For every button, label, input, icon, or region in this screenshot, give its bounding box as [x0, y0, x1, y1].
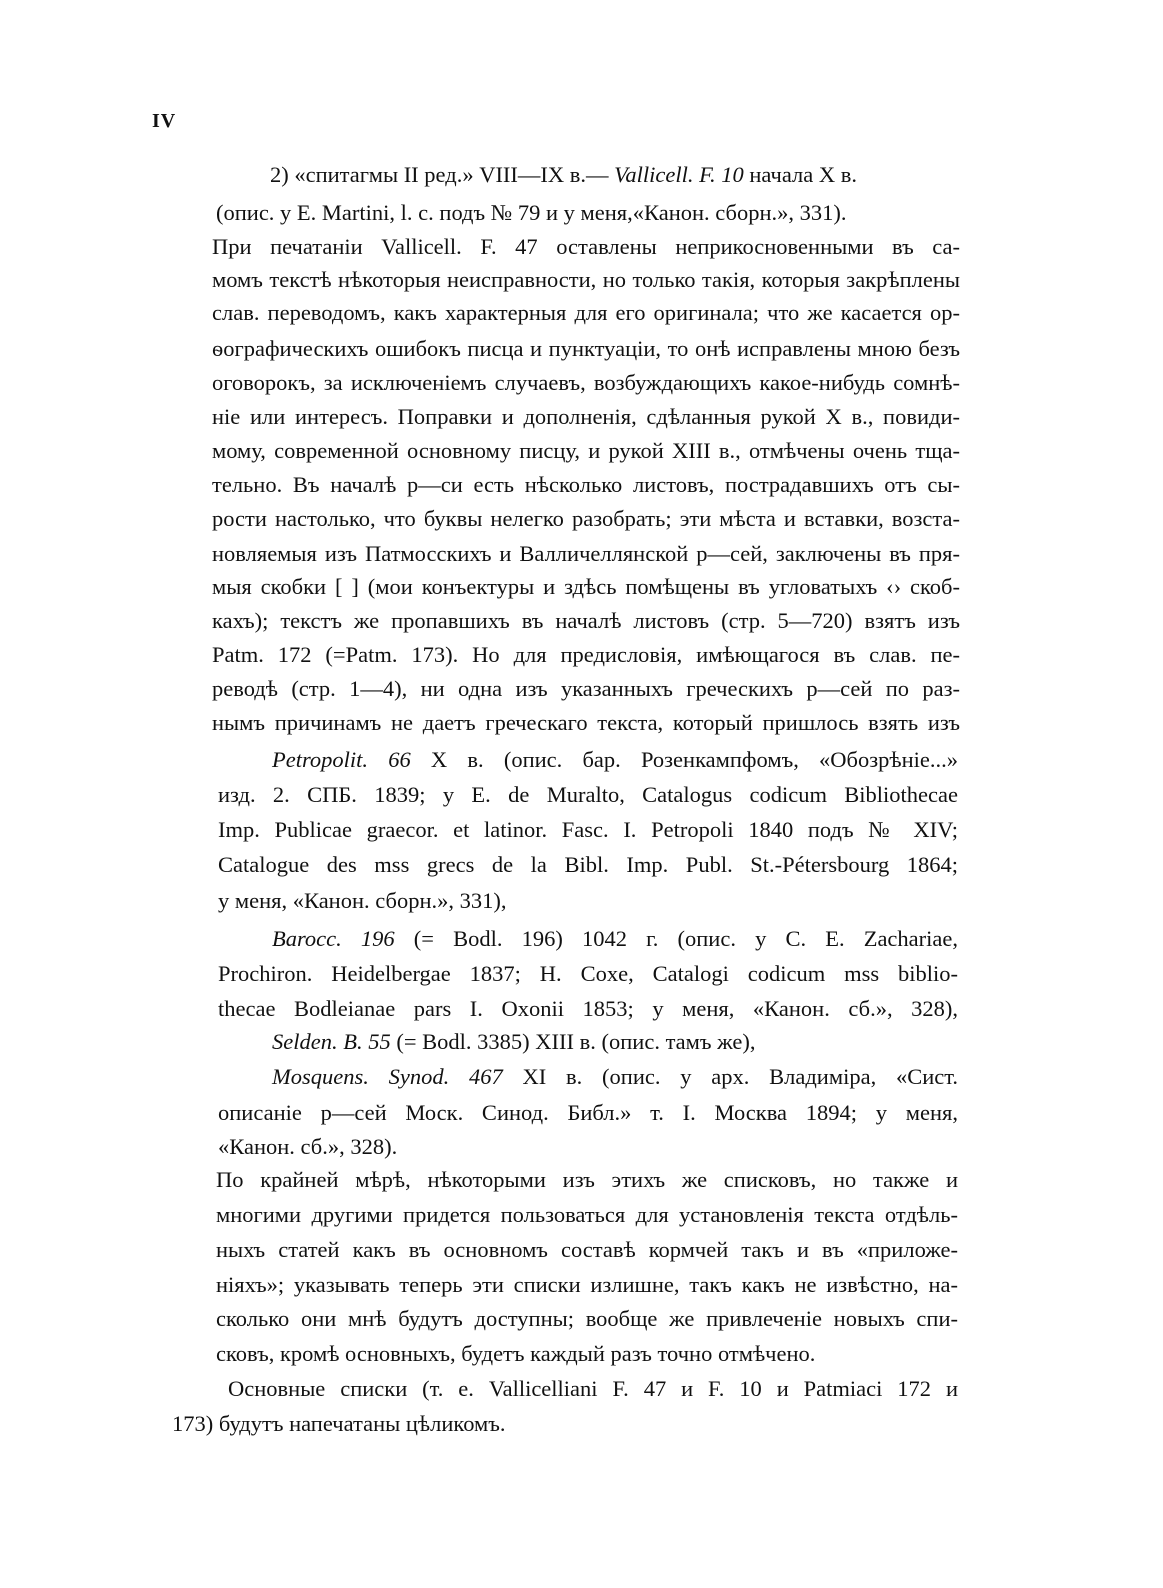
page-number: IV [152, 110, 177, 132]
text-line [272, 1062, 958, 1092]
manuscript-siglum: Barocc. 196 [272, 926, 395, 951]
text-line: у меня, «Канон. сборн.», 331), [218, 888, 507, 913]
text-line: ныхъ статей какъ въ основномъ составѣ кормчей такъ и въ «приложе- [216, 1237, 958, 1262]
manuscript-siglum: Petropolit. 66 [272, 747, 411, 772]
text-line: реводѣ (стр. 1—4), ни одна изъ указанныхъ греческихъ р—сей по раз- [212, 676, 960, 701]
text-line: thecae Bodleianae pars I. Oxonii 1853; у меня, «Канон. сб.», 328), [218, 996, 958, 1021]
text-line: мыя скобки [ ] (мои конъектуры и здѣсь помѣщены въ угловатыхъ ‹› скоб- [212, 574, 960, 599]
manuscript-siglum: Mosquens. Synod. 467 [272, 1064, 503, 1089]
text-line: По крайней мѣрѣ, нѣкоторыми изъ этихъ же списковъ, но также и [216, 1167, 958, 1192]
text-line: Catalogue des mss grecs de la Bibl. Imp. Publ. St.-Pétersbourg 1864; [218, 852, 958, 877]
text-line: 173) будутъ напечатаны цѣликомъ. [172, 1411, 506, 1436]
line-text: 2) «спитагмы II ред.» VIII—IX в.— [270, 162, 615, 187]
text-line: Patm. 172 (=Patm. 173). Но для предисловія, имѣющагося въ слав. пе- [212, 642, 960, 667]
line-text: начала X в. [743, 162, 857, 187]
text-line: момъ текстѣ нѣкоторыя неисправности, но только такія, которыя закрѣплены [212, 267, 960, 292]
text-line: описаніе р—сей Моск. Синод. Библ.» т. I. Москва 1894; у меня, [218, 1100, 958, 1125]
text-line: сковъ, кромѣ основныхъ, будетъ каждый разъ точно отмѣчено. [216, 1341, 816, 1366]
line-text: XI в. (опис. у арх. Владиміра, «Сист. [502, 1064, 959, 1089]
text-line: Основные списки (т. е. Vallicelliani F. 47 и F. 10 и Patmiaci 172 и [228, 1376, 958, 1401]
text-line: ѳографическихъ ошибокъ писца и пунктуаціи, то онѣ исправлены мною безъ [212, 336, 960, 361]
text-line: «Канон. сб.», 328). [218, 1134, 398, 1159]
text-line [270, 160, 958, 190]
text-line: кахъ); текстъ же пропавшихъ въ началѣ листовъ (стр. 5—720) взятъ изъ [212, 608, 960, 633]
text-line: При печатаніи Vallicell. F. 47 оставлены неприкосновенными въ са- [212, 234, 960, 259]
text-line: нымъ причинамъ не даетъ греческаго текста, который пришлось взять изъ [212, 710, 960, 735]
text-line: ніе или интересъ. Поправки и дополненія, сдѣланныя рукой X в., повиди- [212, 404, 960, 429]
text-line: ніяхъ»; указывать теперь эти списки излишне, такъ какъ не извѣстно, на- [216, 1272, 958, 1297]
text-line: сколько они мнѣ будутъ доступны; вообще же привлеченіе новыхъ спи- [216, 1306, 958, 1331]
text-line: тельно. Въ началѣ р—си есть нѣсколько листовъ, пострадавшихъ отъ сы- [212, 472, 960, 497]
text-line: новляемыя изъ Патмосскихъ и Валличеллянской р—сей, заключены въ пря- [212, 541, 960, 566]
text-line: Prochiron. Heidelbergae 1837; H. Coxe, Catalogi codicum mss biblio- [218, 961, 958, 986]
text-line [272, 1027, 958, 1057]
text-line: оговорокъ, за исключеніемъ случаевъ, возбуждающихъ какое-нибудь сомнѣ- [212, 370, 960, 395]
line-text: (= Bodl. 196) 1042 г. (опис. у C. E. Zachariae, [394, 926, 958, 951]
text-line: слав. переводомъ, какъ характерныя для его оригинала; что же касается ор- [212, 300, 960, 325]
text-line: изд. 2. СПБ. 1839; у E. de Muralto, Catalogus codicum Bibliothecae [218, 782, 958, 807]
text-line: мому, современной основному писцу, и рукой XIII в., отмѣчены очень тща- [212, 438, 960, 463]
text-line: многими другими придется пользоваться для установленія текста отдѣль- [216, 1202, 958, 1227]
text-line: Imp. Publicae graecor. et latinor. Fasc. I. Petropoli 1840 подъ № XIV; [218, 817, 958, 842]
text-line: рости настолько, что буквы нелегко разобрать; эти мѣста и вставки, возста- [212, 506, 960, 531]
manuscript-siglum: Selden. B. 55 [272, 1029, 391, 1054]
text-line [272, 745, 958, 775]
text-line: (опис. у E. Martini, l. c. подъ № 79 и у меня,«Канон. сборн.», 331). [216, 200, 847, 225]
manuscript-siglum: Vallicell. F. 10 [614, 162, 744, 187]
line-text: (= Bodl. 3385) XIII в. (опис. тамъ же), [390, 1029, 756, 1054]
line-text: X в. (опис. бар. Розенкампфомъ, «Обозрѣніе...» [410, 747, 958, 772]
text-line [272, 924, 958, 954]
